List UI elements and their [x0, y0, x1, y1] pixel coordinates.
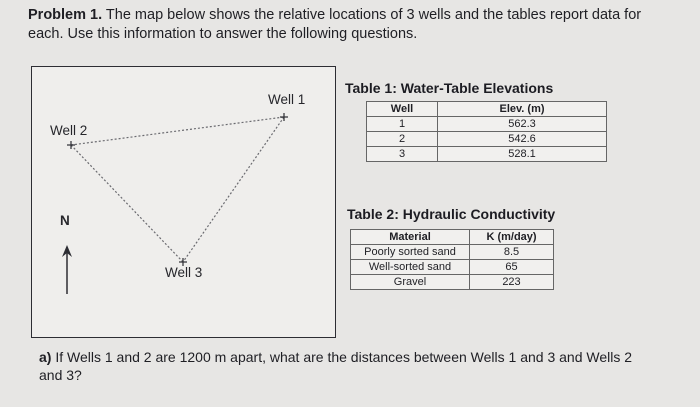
north-label: N — [60, 213, 70, 228]
table-cell: Poorly sorted sand — [351, 245, 470, 260]
well2-marker — [67, 141, 75, 149]
table-row — [351, 275, 554, 290]
table1-title: Table 1: Water-Table Elevations — [345, 80, 554, 96]
table-row — [367, 117, 607, 132]
table-cell: 528.1 — [438, 147, 607, 162]
table-row — [351, 260, 554, 275]
table-cell: 3 — [367, 147, 438, 162]
question-letter: a) — [39, 349, 52, 365]
table-cell: 562.3 — [438, 117, 607, 132]
table-cell: 542.6 — [438, 132, 607, 147]
column-header: Well — [367, 102, 438, 117]
line-well1-well3 — [183, 117, 284, 262]
problem-text: The map below shows the relative locations of 3 wells and the tables report data for each. Use this information to answer the following questions. — [28, 7, 642, 42]
water-table-elevations-table — [366, 101, 607, 162]
column-header: K (m/day) — [470, 230, 554, 245]
well3-label: Well 3 — [165, 265, 203, 280]
table-cell: Well-sorted sand — [351, 260, 470, 275]
question-a — [39, 348, 659, 384]
well-map — [31, 66, 336, 338]
table-cell: Gravel — [351, 275, 470, 290]
line-well2-well1 — [71, 117, 284, 145]
problem-heading: Problem 1. — [28, 7, 103, 23]
table-row — [367, 132, 607, 147]
table-header-row — [351, 230, 554, 245]
table-cell: 1 — [367, 117, 438, 132]
table-row — [367, 147, 607, 162]
table2-title: Table 2: Hydraulic Conductivity — [347, 206, 556, 222]
well2-label: Well 2 — [50, 123, 88, 138]
north-arrow-icon — [62, 245, 72, 294]
table-header-row — [367, 102, 607, 117]
line-well2-well3 — [71, 145, 183, 262]
well1-marker — [280, 113, 288, 121]
map-drawing — [32, 67, 335, 337]
table-cell: 223 — [470, 275, 554, 290]
table-cell: 8.5 — [470, 245, 554, 260]
column-header: Elev. (m) — [438, 102, 607, 117]
problem-intro — [28, 6, 678, 44]
column-header: Material — [351, 230, 470, 245]
table-cell: 65 — [470, 260, 554, 275]
hydraulic-conductivity-table — [350, 229, 554, 290]
well1-label: Well 1 — [268, 92, 306, 107]
table-row — [351, 245, 554, 260]
question-text: If Wells 1 and 2 are 1200 m apart, what are the distances between Wells 1 and 3 and Wells 2 and 3? — [39, 349, 633, 383]
table-cell: 2 — [367, 132, 438, 147]
